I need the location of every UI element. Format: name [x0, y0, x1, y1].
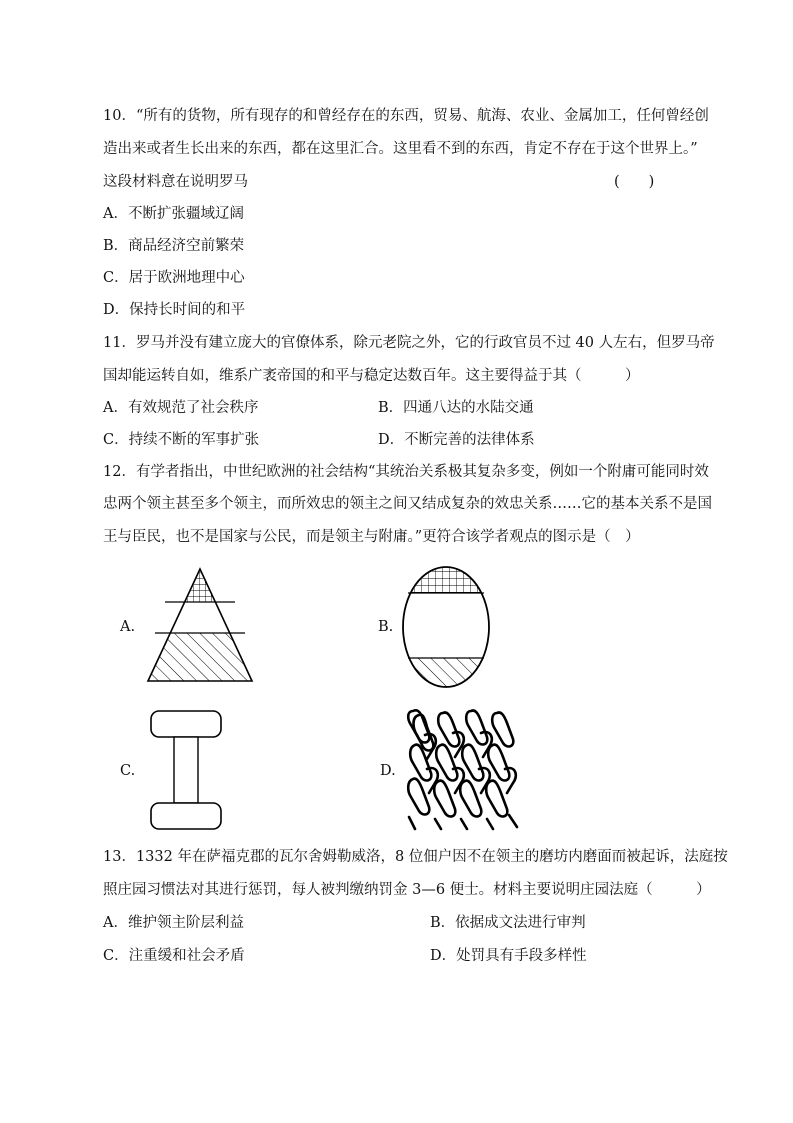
q13-option-c: C．注重缓和社会矛盾 [103, 948, 245, 964]
q10-option-d: D．保持长时间的和平 [103, 302, 246, 318]
pyramid-bottom-hatch [145, 633, 255, 683]
q11-option-b: B．四通八达的水陆交通 [378, 400, 534, 416]
q11-option-a: A．有效规范了社会秩序 [103, 400, 259, 416]
oval-diagram [400, 564, 492, 690]
q10-stem-line1: 10．“所有的货物，所有现存的和曾经存在的东西，贸易、航海、农业、金属加工，任何曾经创 [103, 108, 709, 124]
q10-stem-line2: 造出来或者生长出来的东西，都在这里汇合。这里看不到的东西，肯定不存在于这个世界上。” [103, 141, 698, 157]
q10-option-a: A．不断扩张疆域辽阔 [103, 206, 244, 222]
q13-stem-line2: 照庄园习惯法对其进行惩罚，每人被判缴纳罚金 3—6 便士。材料主要说明庄园法庭（ ） [103, 882, 711, 898]
q11-option-c: C．持续不断的军事扩张 [103, 432, 260, 448]
q12-stem-line3: 王与臣民，也不是国家与公民，而是领主与附庸。”更符合该学者观点的图示是（ ） [103, 529, 640, 545]
q11-stem-line2: 国却能运转自如，维系广袤帝国的和平与稳定达数百年。这主要得益于其（ ） [103, 368, 640, 384]
dumbbell-top-block [151, 711, 221, 737]
figure-label-d: D. [380, 763, 396, 779]
q13-stem-line1: 13．1332 年在萨福克郡的瓦尔舍姆勒威洛，8 位佃户因不在领主的磨坊内磨面而被起诉，法庭按 [103, 849, 728, 865]
pyramid-top-grid [145, 566, 255, 602]
figure-label-a: A. [120, 619, 136, 635]
q10-option-b: B．商品经济空前繁荣 [103, 238, 245, 254]
q12-stem-line2: 忠两个领主甚至多个领主，而所效忠的领主之间又结成复杂的效忠关系……它的基本关系不是国 [103, 496, 712, 512]
q10-answer-bracket: ( ) [614, 174, 655, 190]
q10-stem-line3: 这段材料意在说明罗马 [103, 174, 248, 190]
dumbbell-bottom-block [151, 803, 221, 829]
pyramid-diagram [145, 566, 255, 686]
q13-option-a: A．维护领主阶层利益 [103, 915, 244, 931]
oval-bottom-hatch [400, 658, 492, 690]
q11-stem-line1: 11．罗马并没有建立庞大的官僚体系，除元老院之外，它的行政官员不过 40 人左右，但罗马帝 [103, 335, 715, 351]
figure-label-b: B. [378, 619, 394, 635]
q11-option-d: D．不断完善的法律体系 [378, 432, 535, 448]
figure-label-c: C. [120, 763, 136, 779]
chain-network-diagram [405, 705, 523, 833]
q13-option-d: D．处罚具有手段多样性 [430, 948, 587, 964]
q10-option-c: C．居于欧洲地理中心 [103, 270, 245, 286]
q12-stem-line1: 12．有学者指出，中世纪欧洲的社会结构“其统治关系极其复杂多变，例如一个附庸可能同时效 [103, 464, 709, 480]
dumbbell-column [174, 737, 198, 803]
dumbbell-diagram [148, 708, 228, 832]
q13-option-b: B．依据成文法进行审判 [430, 915, 586, 931]
